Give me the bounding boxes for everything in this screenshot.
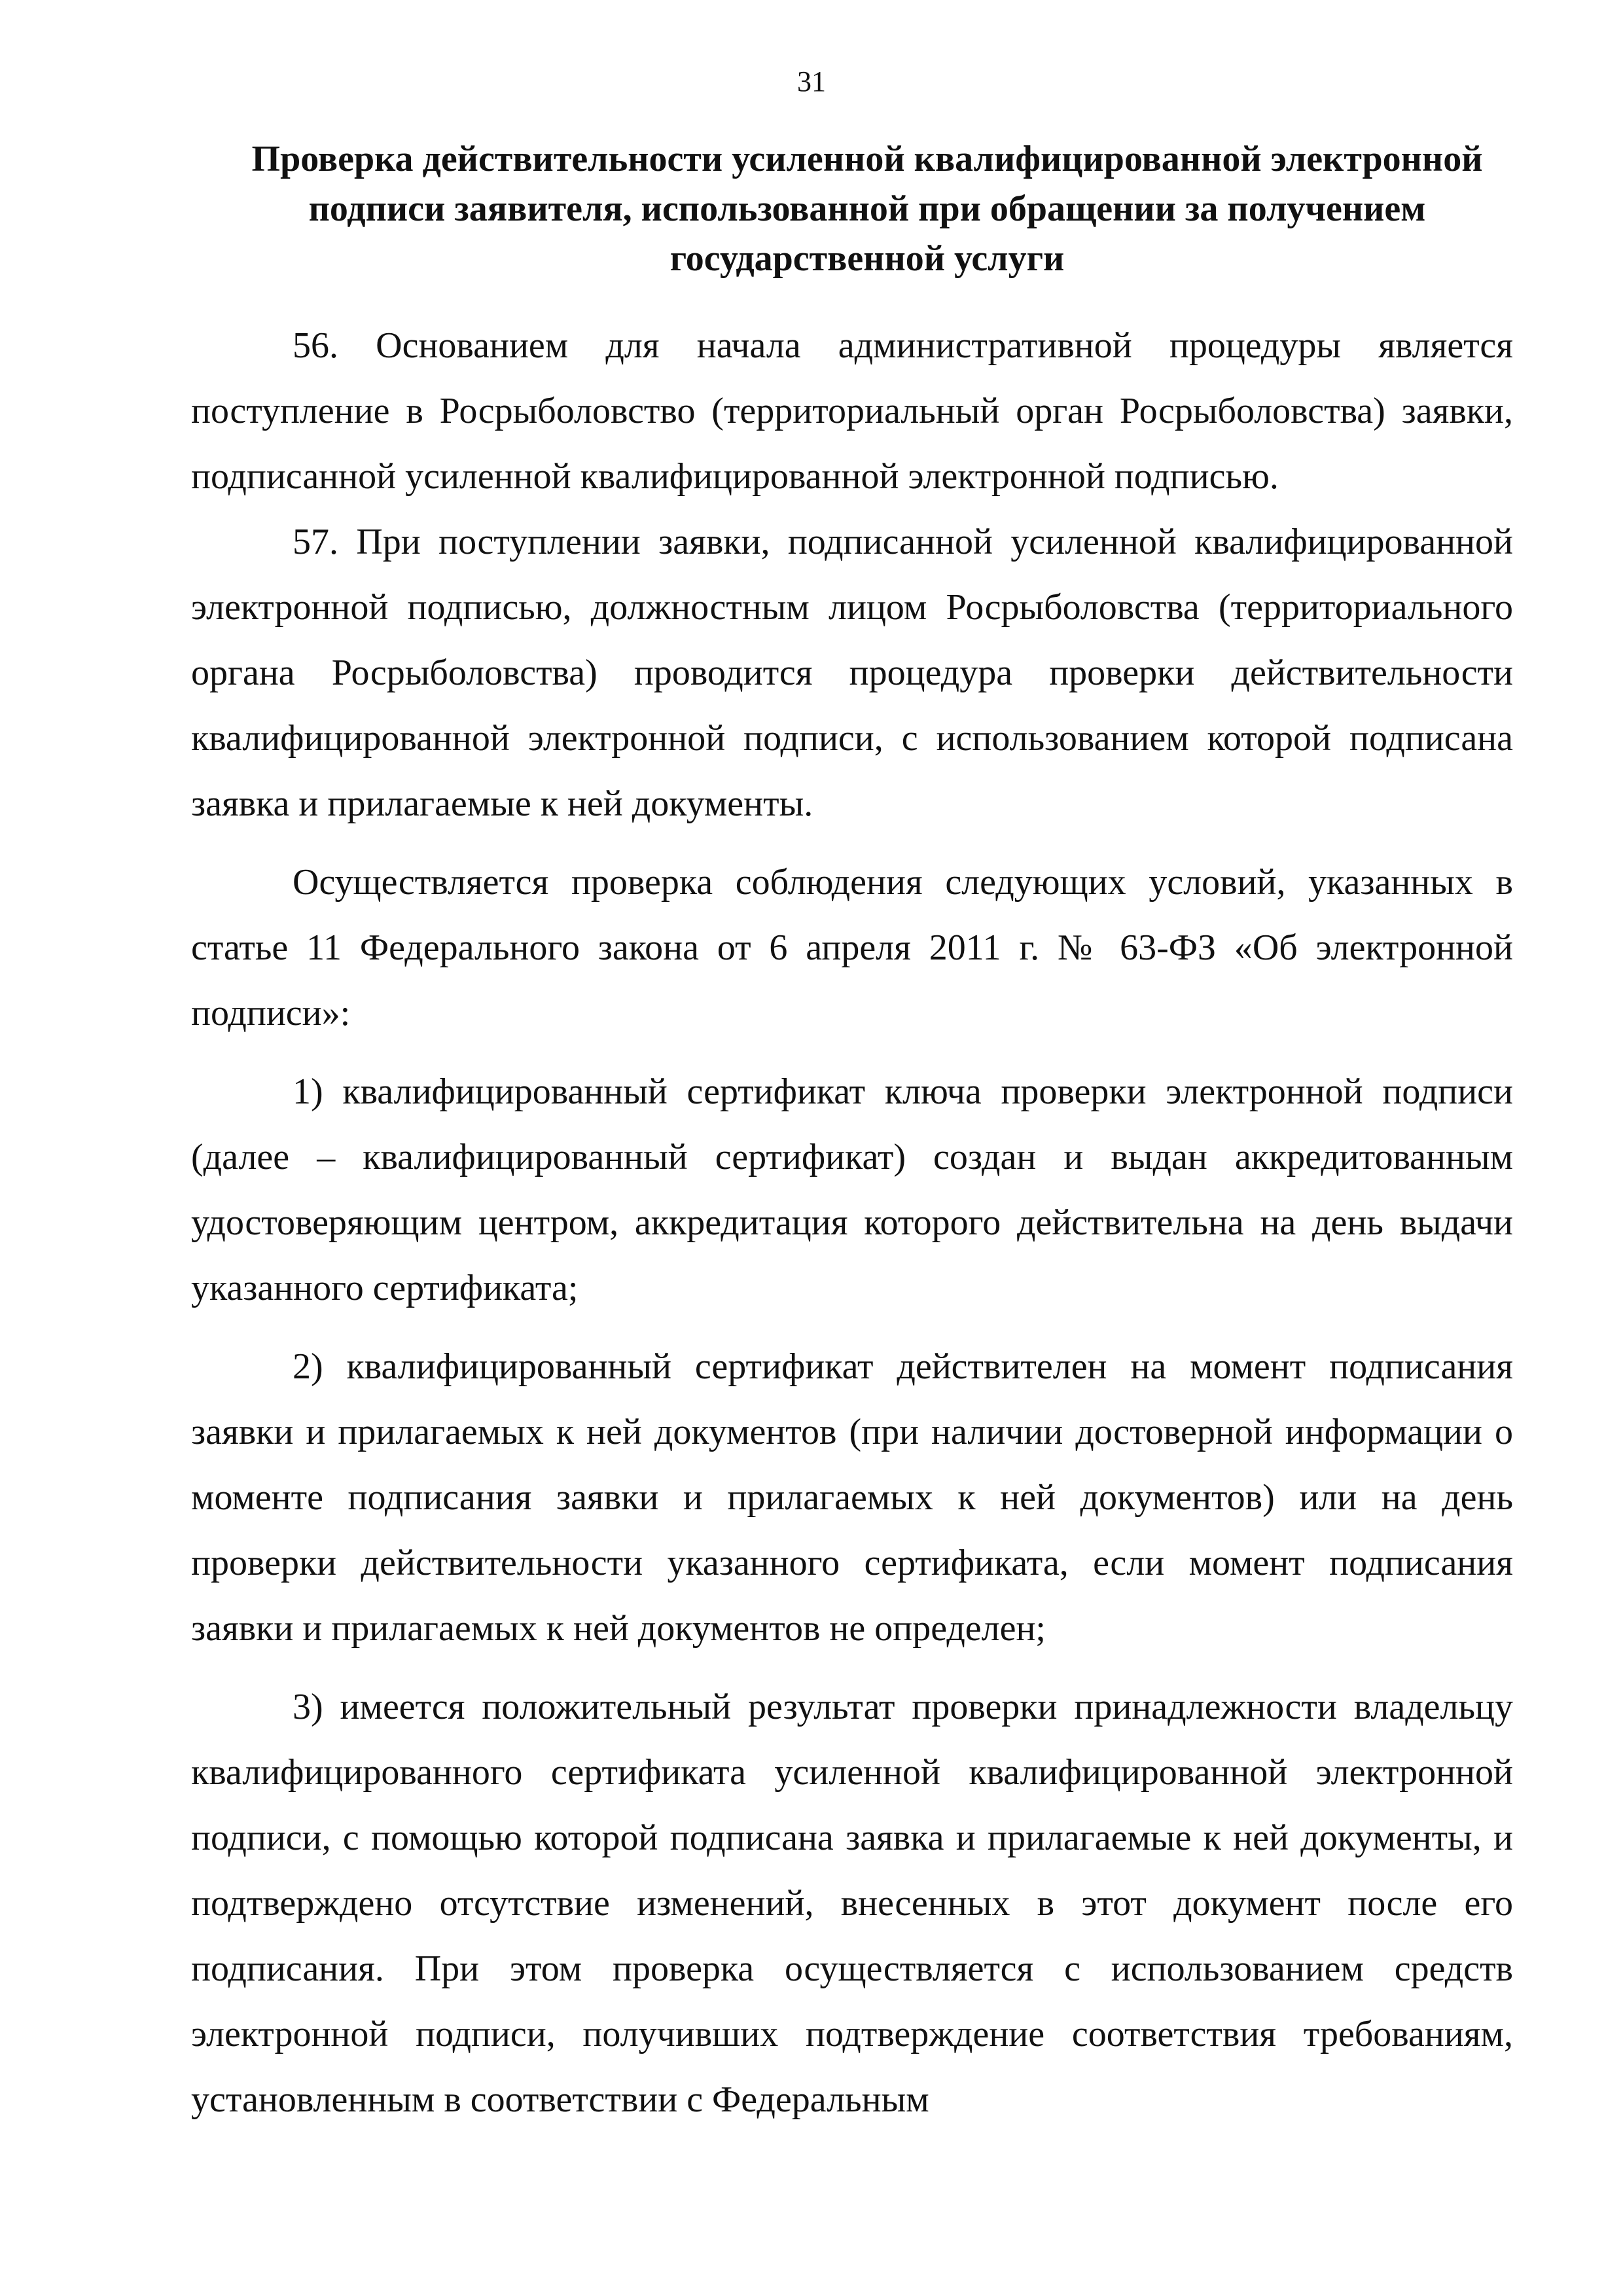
paragraph-57: 57. При поступлении заявки, подписанной усиленной квалифицированной электронной подписью, должностным лицом Росрыболовства (территориального органа Росрыболовства) проводится процедура проверки действительности квалифицированной электронной подписи, с использованием которой подписана заявка и прилагаемые к ней документы. — [191, 522, 1513, 824]
section-heading: Проверка действительности усиленной квалифицированной электронной подписи заявителя, использованной при обращении за получением государственной услуги — [251, 139, 1483, 279]
condition-2: 2) квалифицированный сертификат действителен на момент подписания заявки и прилагаемых к ней документов (при наличии достоверной информации о моменте подписания заявки и прилагаемых к ней документов) или на день проверки действительности указанного сертификата, если момент подписания заявки и прилагаемых к ней документов не определен; — [191, 1346, 1513, 1649]
condition-3: 3) имеется положительный результат проверки принадлежности владельцу квалифицированного сертификата усиленной квалифицированной электронной подписи, с помощью которой подписана заявка и прилагаемые к ней документы, и подтверждено отсутствие изменений, внесенных в этот документ после его подписания. При этом проверка осуществляется с использованием средств электронной подписи, получивших подтверждение соответствия требованиям, установленным в соответствии с Федеральным — [191, 1687, 1513, 2120]
paragraph-56: 56. Основанием для начала административной процедуры является поступление в Росрыболовство (территориальный орган Росрыболовства) заявки, подписанной усиленной квалифицированной электронной подписью. — [191, 325, 1513, 497]
condition-1: 1) квалифицированный сертификат ключа проверки электронной подписи (далее – квалифицированный сертификат) создан и выдан аккредитованным удостоверяющим центром, аккредитация которого действительна на день выдачи указанного сертификата; — [191, 1071, 1513, 1308]
page-number: 31 — [797, 65, 826, 98]
paragraph-conditions-intro: Осуществляется проверка соблюдения следующих условий, указанных в статье 11 Федерального закона от 6 апреля 2011 г. № 63-ФЗ «Об электронной подписи»: — [191, 862, 1513, 1033]
body-text — [191, 313, 1513, 2132]
